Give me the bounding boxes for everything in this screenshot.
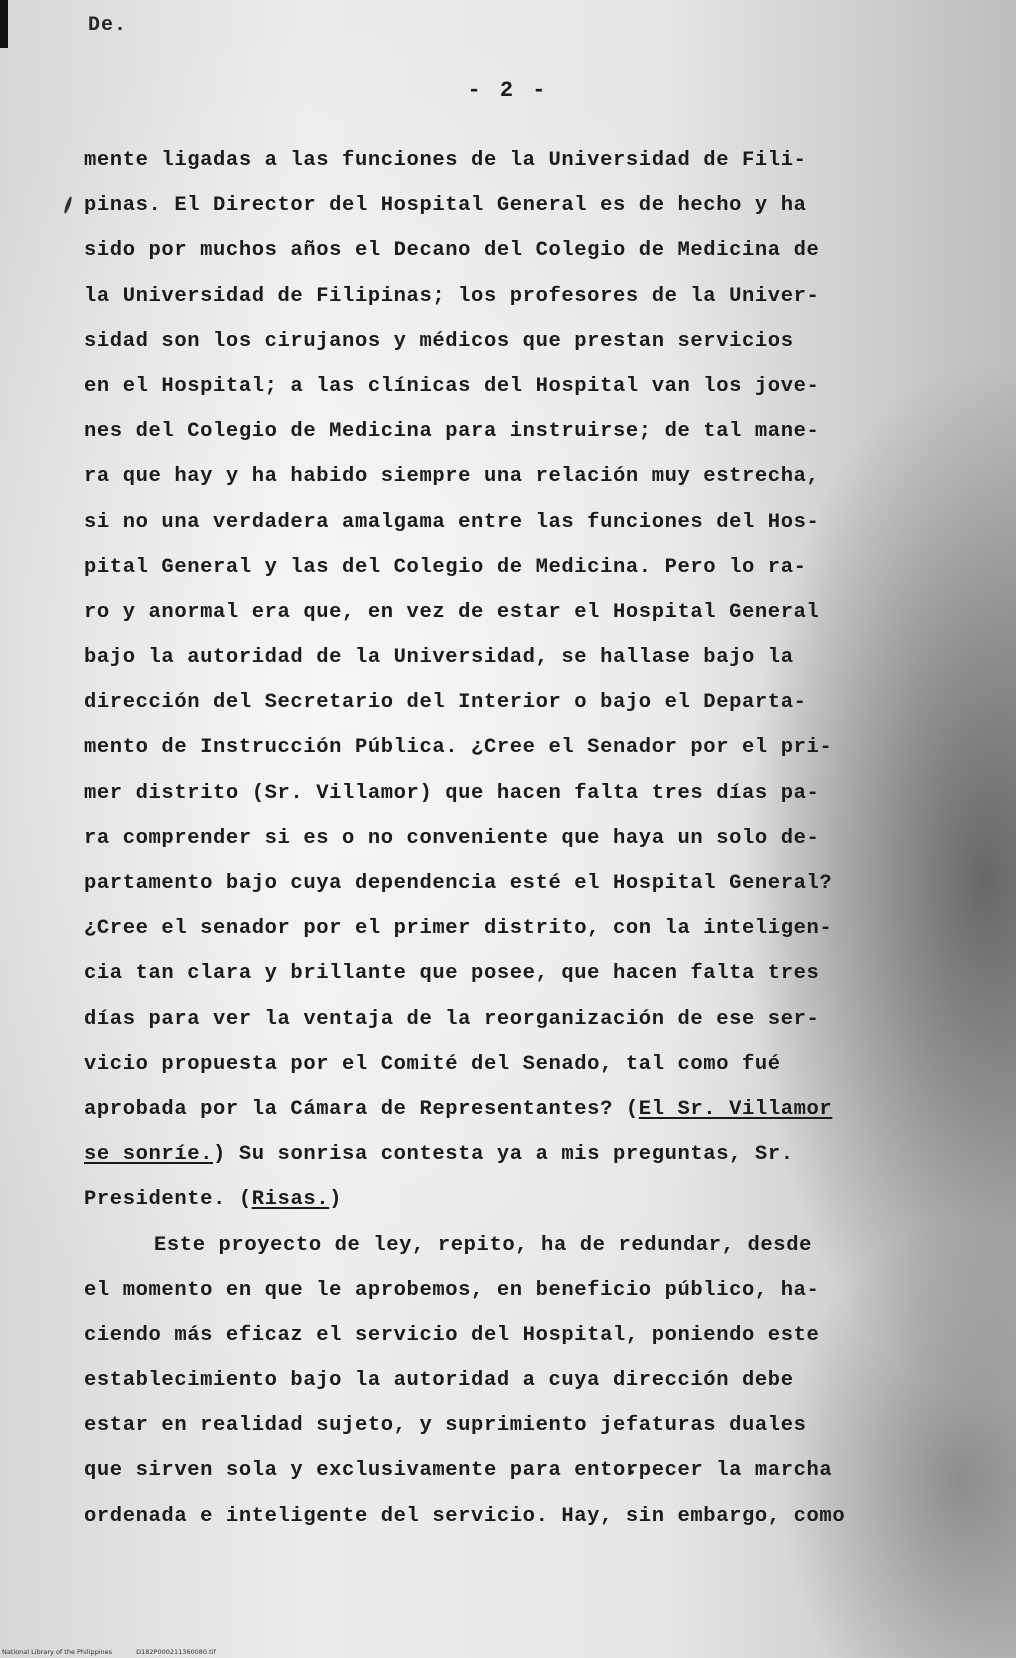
text-line: bajo la autoridad de la Universidad, se hallase bajo la: [84, 646, 794, 670]
text-line: mente ligadas a las funciones de la Universidad de Fili-: [84, 149, 807, 172]
text-line: ra comprender si es o no conveniente que haya un solo de-: [84, 826, 820, 850]
text-segment: ) Su sonrisa contesta ya a mis preguntas, Sr.: [213, 1143, 794, 1167]
text-line: establecimiento bajo la autoridad a cuya dirección debe: [84, 1369, 794, 1393]
text-line: partamento bajo cuya dependencia esté el Hospital General?: [84, 872, 833, 895]
footer-file-id: D182P000211360080.tif: [136, 1648, 216, 1656]
text-segment: Presidente. (: [84, 1188, 252, 1212]
text-segment: aprobada por la Cámara de Representantes? (: [84, 1097, 639, 1121]
text-line: ro y anormal era que, en vez de estar el Hospital General: [84, 600, 820, 624]
text-line: la Universidad de Filipinas; los profesores de la Univer-: [84, 284, 820, 308]
text-line: mer distrito (Sr. Villamor) que hacen falta tres días pa-: [84, 781, 820, 805]
stage-direction: se sonríe.: [84, 1143, 214, 1167]
text-line: [84, 1177, 944, 1222]
text-line: nes del Colegio de Medicina para instruirse; de tal mane-: [84, 420, 820, 444]
text-line: mento de Instrucción Pública. ¿Cree el Senador por el pri-: [84, 736, 833, 760]
text-line: en el Hospital; a las clínicas del Hospital van los jove-: [84, 374, 820, 398]
text-line: sido por muchos años el Decano del Colegio de Medicina de: [84, 239, 820, 263]
text-line: [84, 1087, 944, 1132]
text-line: pital General y las del Colegio de Medicina. Pero lo ra-: [84, 555, 807, 579]
text-line: pinas. El Director del Hospital General es de hecho y ha: [84, 194, 807, 218]
text-line: ciendo más eficaz el servicio del Hospital, poniendo este: [84, 1323, 820, 1347]
text-line: si no una verdadera amalgama entre las funciones del Hos-: [84, 510, 820, 534]
text-line: sidad son los cirujanos y médicos que prestan servicios: [84, 329, 794, 353]
text-line: ordenada e inteligente del servicio. Hay, sin embargo, como: [84, 1504, 846, 1528]
text-line: estar en realidad sujeto, y suprimiento jefaturas duales: [84, 1414, 807, 1438]
scan-edge-mark: [0, 0, 8, 48]
paragraph-first-line: Este proyecto de ley, repito, ha de redundar, desde: [154, 1233, 813, 1257]
scan-speck: [63, 196, 73, 214]
page-number: - 2 -: [467, 78, 549, 103]
text-line: vicio propuesta por el Comité del Senado, tal como fué: [84, 1052, 781, 1076]
text-line: [84, 1132, 944, 1177]
footer-library: National Library of the Philippines: [2, 1648, 113, 1656]
scan-footer: [2, 1648, 238, 1656]
stage-direction: Risas.: [251, 1188, 330, 1212]
header-tag: De.: [88, 14, 128, 37]
text-line: cia tan clara y brillante que posee, que hacen falta tres: [84, 962, 820, 986]
text-line: ra que hay y ha habido siempre una relación muy estrecha,: [84, 465, 820, 489]
text-segment: ): [329, 1188, 343, 1212]
text-line: que sirven sola y exclusivamente para entorpecer la marcha: [84, 1459, 833, 1483]
text-line: el momento en que le aprobemos, en beneficio público, ha-: [84, 1278, 820, 1302]
text-line: ¿Cree el senador por el primer distrito, con la inteligen-: [84, 917, 833, 941]
stage-direction: El Sr. Villamor: [638, 1097, 833, 1121]
text-line: días para ver la ventaja de la reorganización de ese ser-: [84, 1007, 820, 1031]
text-line: dirección del Secretario del Interior o bajo el Departa-: [84, 691, 807, 715]
body-text: [84, 138, 944, 1539]
